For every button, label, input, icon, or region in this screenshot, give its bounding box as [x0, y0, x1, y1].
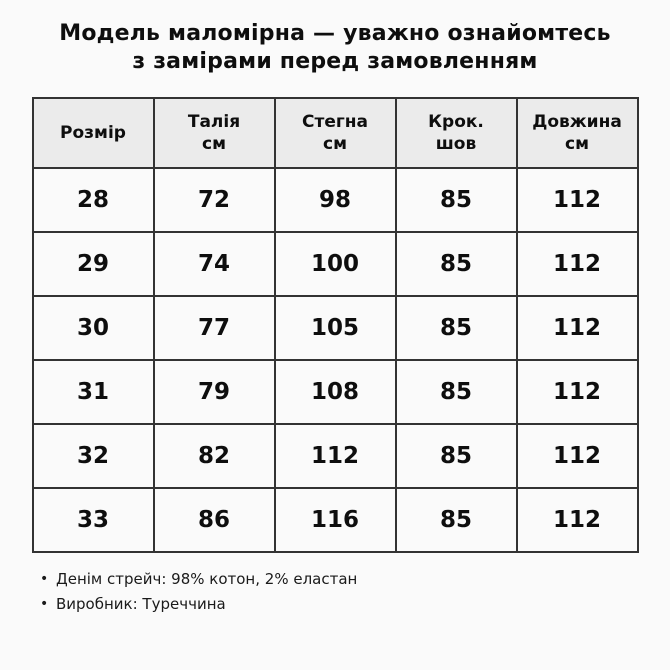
- table-row: [33, 232, 638, 296]
- header-label: Довжина: [532, 112, 622, 132]
- table-cell-inseam: 85: [396, 360, 517, 424]
- table-row: [33, 488, 638, 552]
- header-cell-size: [33, 98, 154, 168]
- table-cell-size: 32: [33, 424, 154, 488]
- size-table-body: [33, 168, 638, 552]
- page-title-line-1: Модель маломірна — уважно ознайомтесь: [59, 21, 611, 46]
- table-cell-hips: 108: [275, 360, 396, 424]
- table-cell-length: 112: [517, 360, 638, 424]
- table-cell-length: 112: [517, 296, 638, 360]
- header-cell-length: [517, 98, 638, 168]
- table-cell-size: 30: [33, 296, 154, 360]
- header-label: Крок.: [428, 112, 484, 132]
- header-cell-waist: [154, 98, 275, 168]
- table-cell-length: 112: [517, 488, 638, 552]
- table-row: [33, 168, 638, 232]
- table-cell-inseam: 85: [396, 296, 517, 360]
- header-sublabel: см: [323, 134, 347, 154]
- note-manufacturer: • Виробник: Туреччина: [40, 592, 670, 617]
- header-cell-inseam: [396, 98, 517, 168]
- table-cell-inseam: 85: [396, 168, 517, 232]
- table-cell-inseam: 85: [396, 488, 517, 552]
- table-cell-size: 29: [33, 232, 154, 296]
- header-label: Талія: [187, 112, 241, 132]
- table-cell-inseam: 85: [396, 424, 517, 488]
- table-row: [33, 360, 638, 424]
- table-cell-hips: 116: [275, 488, 396, 552]
- header-label: Розмір: [60, 123, 126, 143]
- table-cell-hips: 100: [275, 232, 396, 296]
- size-table: [32, 97, 639, 553]
- table-cell-hips: 98: [275, 168, 396, 232]
- header-sublabel: см: [565, 134, 589, 154]
- table-cell-waist: 74: [154, 232, 275, 296]
- table-cell-length: 112: [517, 232, 638, 296]
- table-cell-waist: 77: [154, 296, 275, 360]
- table-cell-inseam: 85: [396, 232, 517, 296]
- table-row: [33, 424, 638, 488]
- table-cell-waist: 72: [154, 168, 275, 232]
- note-fabric: • Денім стрейч: 98% котон, 2% еластан: [40, 567, 670, 592]
- header-cell-hips: [275, 98, 396, 168]
- header-row: [33, 98, 638, 168]
- header-sublabel: см: [202, 134, 226, 154]
- table-cell-size: 31: [33, 360, 154, 424]
- table-cell-size: 33: [33, 488, 154, 552]
- table-cell-length: 112: [517, 424, 638, 488]
- table-cell-hips: 105: [275, 296, 396, 360]
- product-notes: [40, 567, 670, 617]
- table-row: [33, 296, 638, 360]
- table-cell-waist: 82: [154, 424, 275, 488]
- size-table-head: [33, 98, 638, 168]
- header-label: Стегна: [302, 112, 368, 132]
- table-cell-length: 112: [517, 168, 638, 232]
- table-cell-waist: 79: [154, 360, 275, 424]
- header-sublabel: шов: [435, 134, 477, 154]
- table-cell-waist: 86: [154, 488, 275, 552]
- table-cell-hips: 112: [275, 424, 396, 488]
- page-title: [0, 0, 670, 76]
- table-cell-size: 28: [33, 168, 154, 232]
- page-title-line-2: з замірами перед замовленням: [132, 49, 538, 74]
